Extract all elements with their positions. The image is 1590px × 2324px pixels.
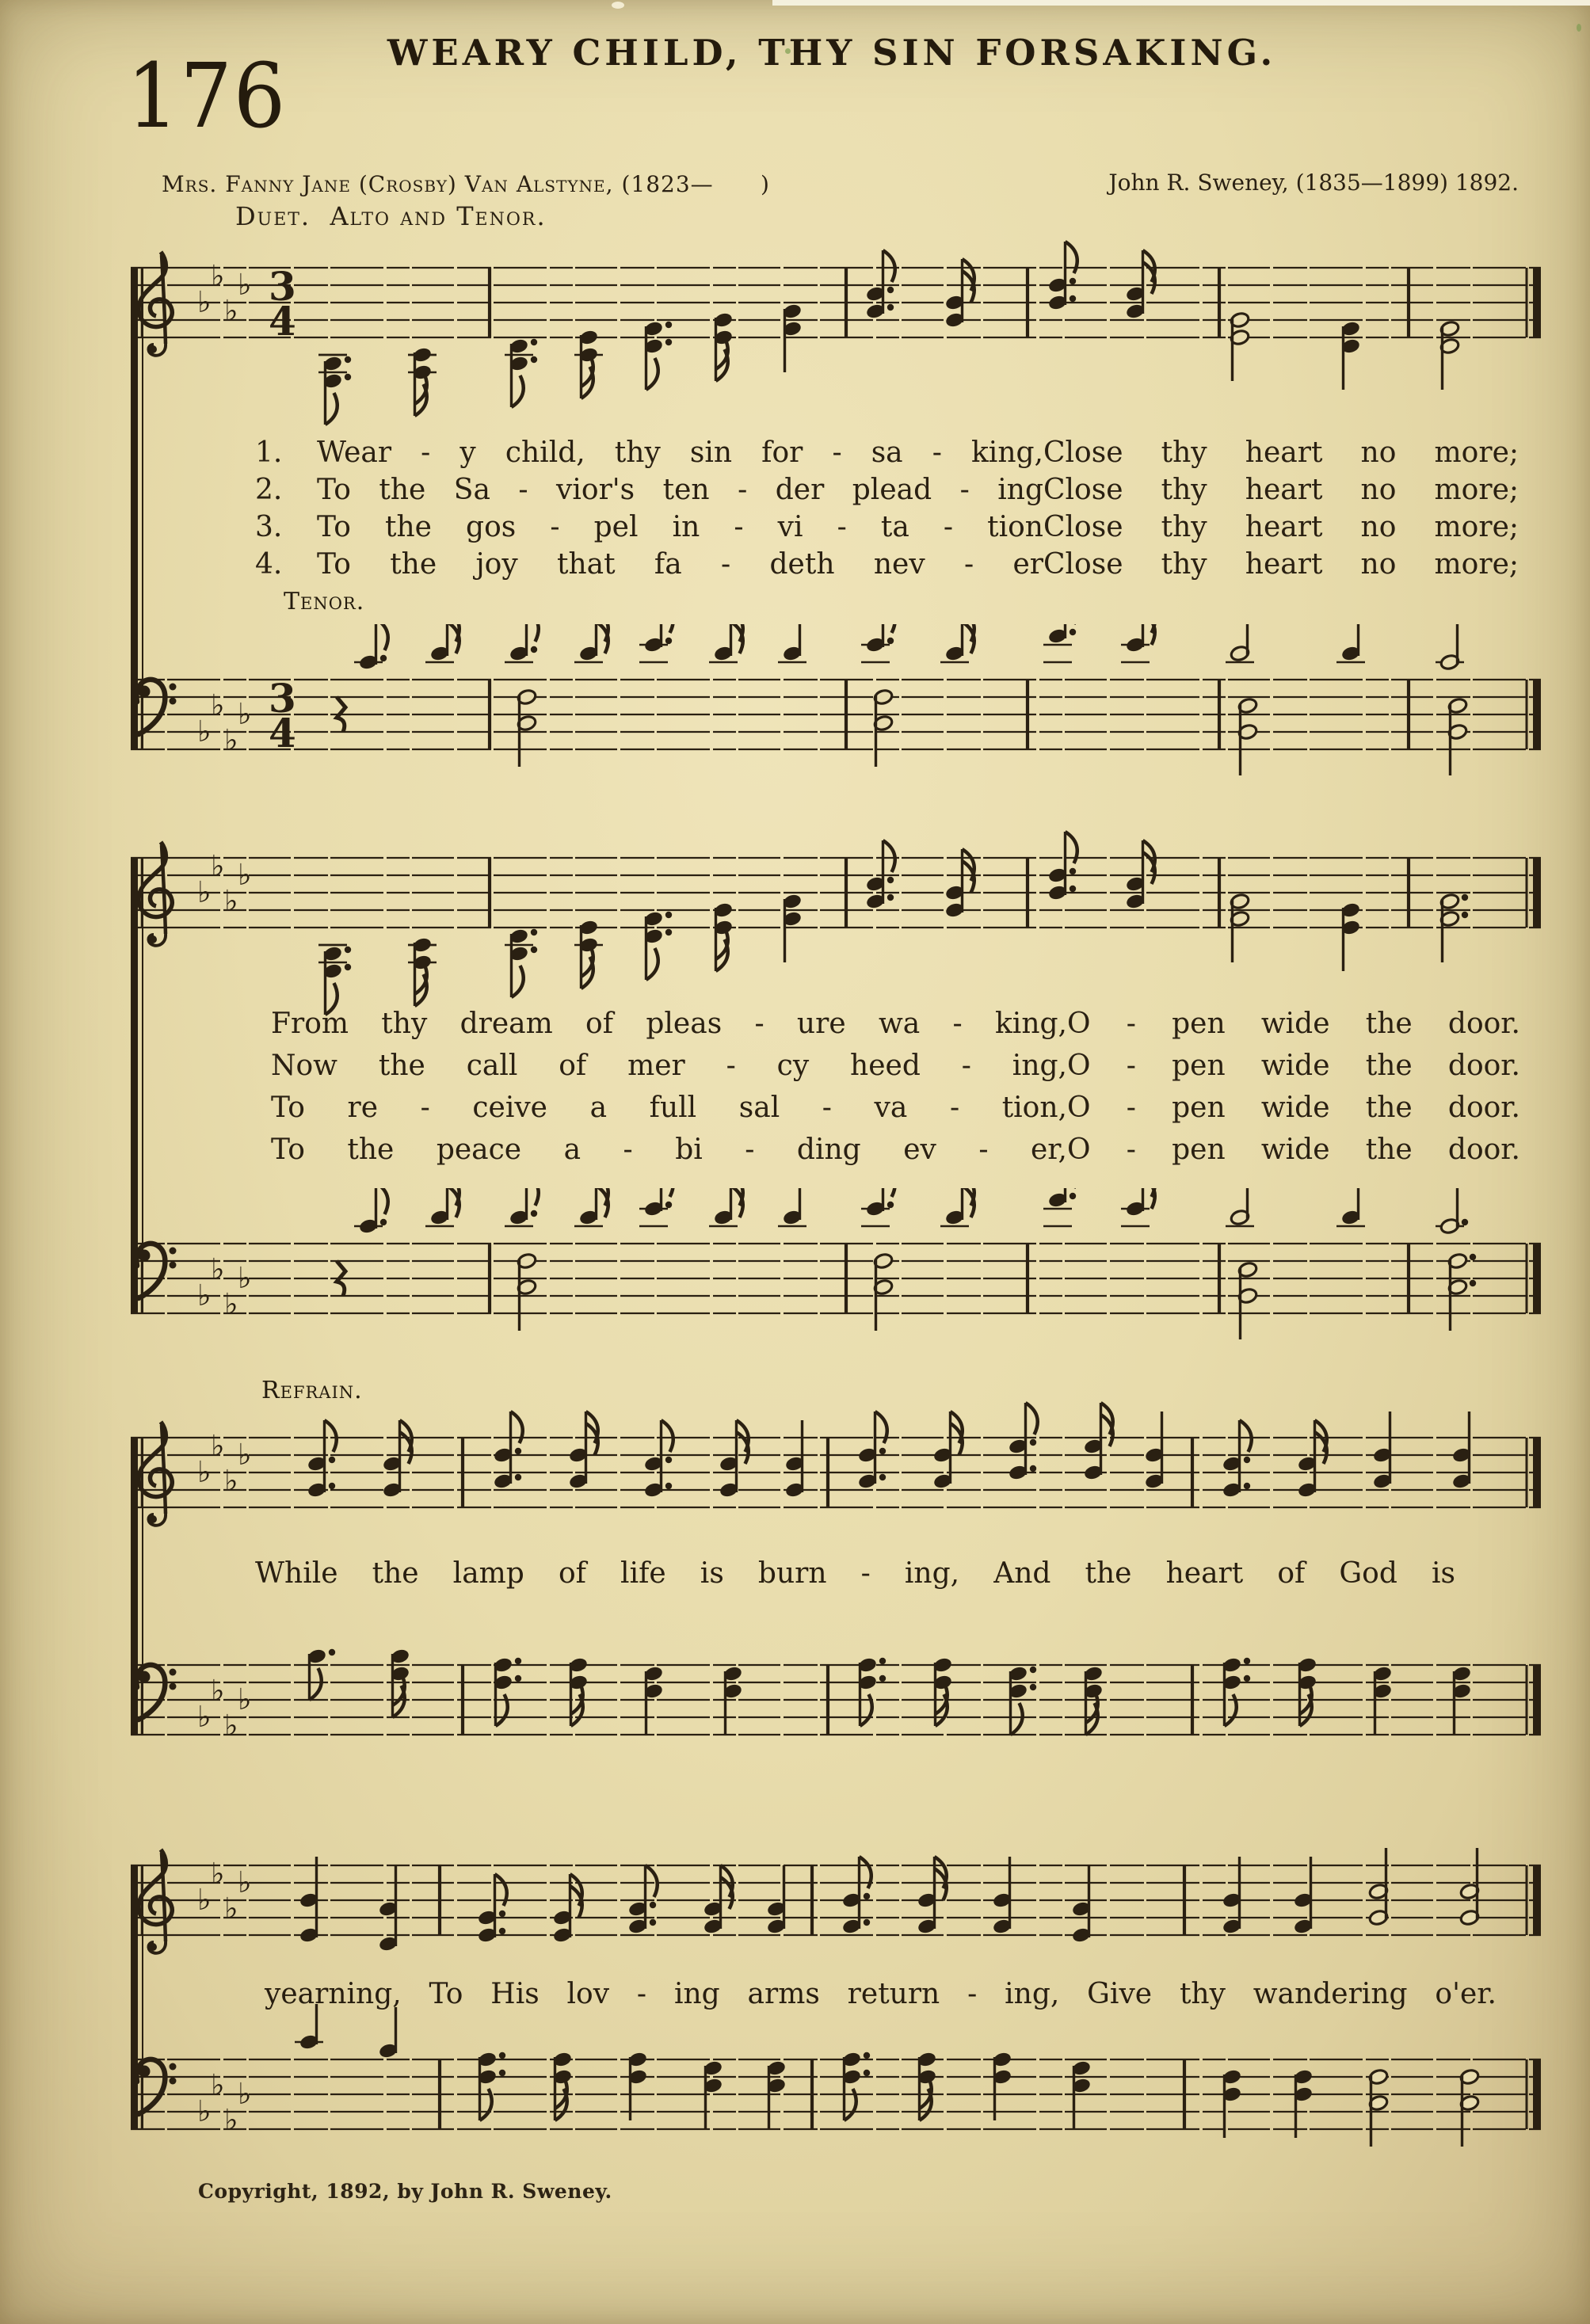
page-title: WEARY CHILD, THY SIN FORSAKING. (387, 32, 1277, 74)
staff-refrain-bass-1 (131, 1610, 1541, 1855)
svg-text:♭: ♭ (238, 858, 252, 892)
svg-text:♭: ♭ (197, 2094, 212, 2128)
scan-spot (612, 2, 624, 9)
svg-text:♭: ♭ (238, 268, 252, 302)
verse-number: 1. (255, 436, 283, 469)
verse-number: 4. (255, 548, 283, 581)
lyricist-credit: Mrs. Fanny Jane (Crosby) Van Alstyne, (1823— ) (162, 171, 770, 197)
staff-refrain-treble-2 (131, 1810, 1541, 2055)
svg-text:3: 3 (269, 675, 296, 722)
refrain-lyrics-line-2: yearning, To His lov - ing arms return - ing, Give thy wandering o'er. (265, 1978, 1497, 2010)
verse-text: To the Sa - vior's ten - der plead - ing (317, 474, 1043, 506)
verse-line (255, 474, 1523, 511)
system-4-brace-line (131, 1865, 138, 2129)
svg-text:♭: ♭ (211, 1674, 225, 1708)
svg-text:♭: ♭ (211, 688, 225, 722)
staff-refrain-treble-1 (131, 1382, 1541, 1628)
svg-text:♭: ♭ (211, 849, 225, 883)
svg-text:3: 3 (269, 263, 296, 310)
svg-text:♭: ♭ (197, 285, 212, 319)
verse-refrain-text: Close thy heart no more; (1043, 548, 1519, 581)
svg-text:♭: ♭ (211, 1252, 225, 1286)
verse-block-2 (255, 1008, 1523, 1175)
system-2-brace-line (131, 858, 138, 1313)
verse-number (255, 1133, 271, 1175)
verse-refrain-text: O - pen wide the door. (1067, 1008, 1520, 1040)
verse-line (255, 1050, 1523, 1092)
copyright-notice: Copyright, 1892, by John R. Sweney. (198, 2180, 612, 2203)
verse-text: From thy dream of pleas - ure wa - king, (271, 1008, 1067, 1040)
verse-number (255, 1008, 271, 1050)
verse-line (255, 548, 1523, 585)
verse-text: To the gos - pel in - vi - ta - tion (317, 511, 1043, 543)
svg-text:♭: ♭ (238, 1865, 252, 1899)
svg-text:♭: ♭ (224, 1892, 238, 1926)
duet-label: Duet. Alto and Tenor. (235, 201, 547, 231)
staff-system1-treble (131, 212, 1541, 458)
verse-text: To the joy that fa - deth nev - er (317, 548, 1043, 581)
staff-refrain-bass-2 (131, 2004, 1541, 2250)
svg-text:♭: ♭ (211, 2068, 225, 2102)
svg-text:♭: ♭ (238, 1261, 252, 1295)
svg-text:♭: ♭ (211, 1429, 225, 1463)
tenor-label: Tenor. (284, 588, 365, 615)
verse-line (255, 1008, 1523, 1050)
svg-text:♭: ♭ (238, 1682, 252, 1716)
verse-refrain-text: Close thy heart no more; (1043, 474, 1519, 506)
system-3-brace-line (142, 1438, 143, 1735)
svg-text:♭: ♭ (238, 697, 252, 731)
verse-text: To the peace a - bi - ding ev - er, (271, 1133, 1067, 1166)
staff-system1-bass (131, 624, 1541, 870)
scan-edge-artifact (772, 0, 1590, 6)
verse-line (255, 1092, 1523, 1133)
hymn-number: 176 (127, 45, 288, 148)
verse-text: Wear - y child, thy sin for - sa - king, (317, 436, 1043, 469)
svg-text:♭: ♭ (224, 723, 238, 757)
svg-text:♭: ♭ (224, 2103, 238, 2137)
verse-line (255, 436, 1523, 474)
svg-text:♭: ♭ (197, 875, 212, 909)
refrain-label: Refrain. (261, 1377, 363, 1404)
verse-refrain-text: O - pen wide the door. (1067, 1092, 1520, 1124)
verse-refrain-text: Close thy heart no more; (1043, 511, 1519, 543)
verse-number (255, 1050, 271, 1092)
verse-refrain-text: O - pen wide the door. (1067, 1050, 1520, 1082)
svg-text:♭: ♭ (197, 1700, 212, 1734)
scan-speck-green-2 (1577, 24, 1581, 32)
svg-text:♭: ♭ (238, 2077, 252, 2111)
verse-refrain-text: O - pen wide the door. (1067, 1133, 1520, 1166)
svg-text:4: 4 (269, 298, 296, 345)
svg-text:♭: ♭ (238, 1438, 252, 1472)
composer-credit: John R. Sweney, (1835—1899) 1892. (1108, 170, 1519, 196)
system-4-brace-line (142, 1865, 143, 2129)
svg-text:♭: ♭ (224, 1287, 238, 1321)
verse-refrain-text: Close thy heart no more; (1043, 436, 1519, 469)
verse-number (255, 1092, 271, 1133)
svg-text:♭: ♭ (224, 294, 238, 328)
verse-text: To re - ceive a full sal - va - tion, (271, 1092, 1067, 1124)
system-1-brace-line (131, 268, 138, 749)
system-3-brace-line (131, 1438, 138, 1735)
svg-text:♭: ♭ (197, 1455, 212, 1489)
system-2-brace-line (142, 858, 143, 1313)
svg-text:♭: ♭ (197, 1883, 212, 1917)
verse-block-1 (255, 436, 1523, 585)
svg-text:♭: ♭ (224, 1709, 238, 1743)
svg-text:♭: ♭ (197, 1278, 212, 1312)
svg-text:4: 4 (269, 710, 296, 756)
system-1-brace-line (142, 268, 143, 749)
verse-number: 3. (255, 511, 283, 543)
svg-text:♭: ♭ (211, 1857, 225, 1891)
svg-text:♭: ♭ (224, 1464, 238, 1498)
verse-line (255, 1133, 1523, 1175)
svg-text:♭: ♭ (224, 884, 238, 918)
verse-number: 2. (255, 474, 283, 506)
refrain-lyrics-line-1: While the lamp of life is burn - ing, And the heart of God is (255, 1557, 1455, 1590)
verse-text: Now the call of mer - cy heed - ing, (271, 1050, 1067, 1082)
svg-text:♭: ♭ (197, 714, 212, 749)
svg-text:♭: ♭ (211, 259, 225, 293)
verse-line (255, 511, 1523, 548)
